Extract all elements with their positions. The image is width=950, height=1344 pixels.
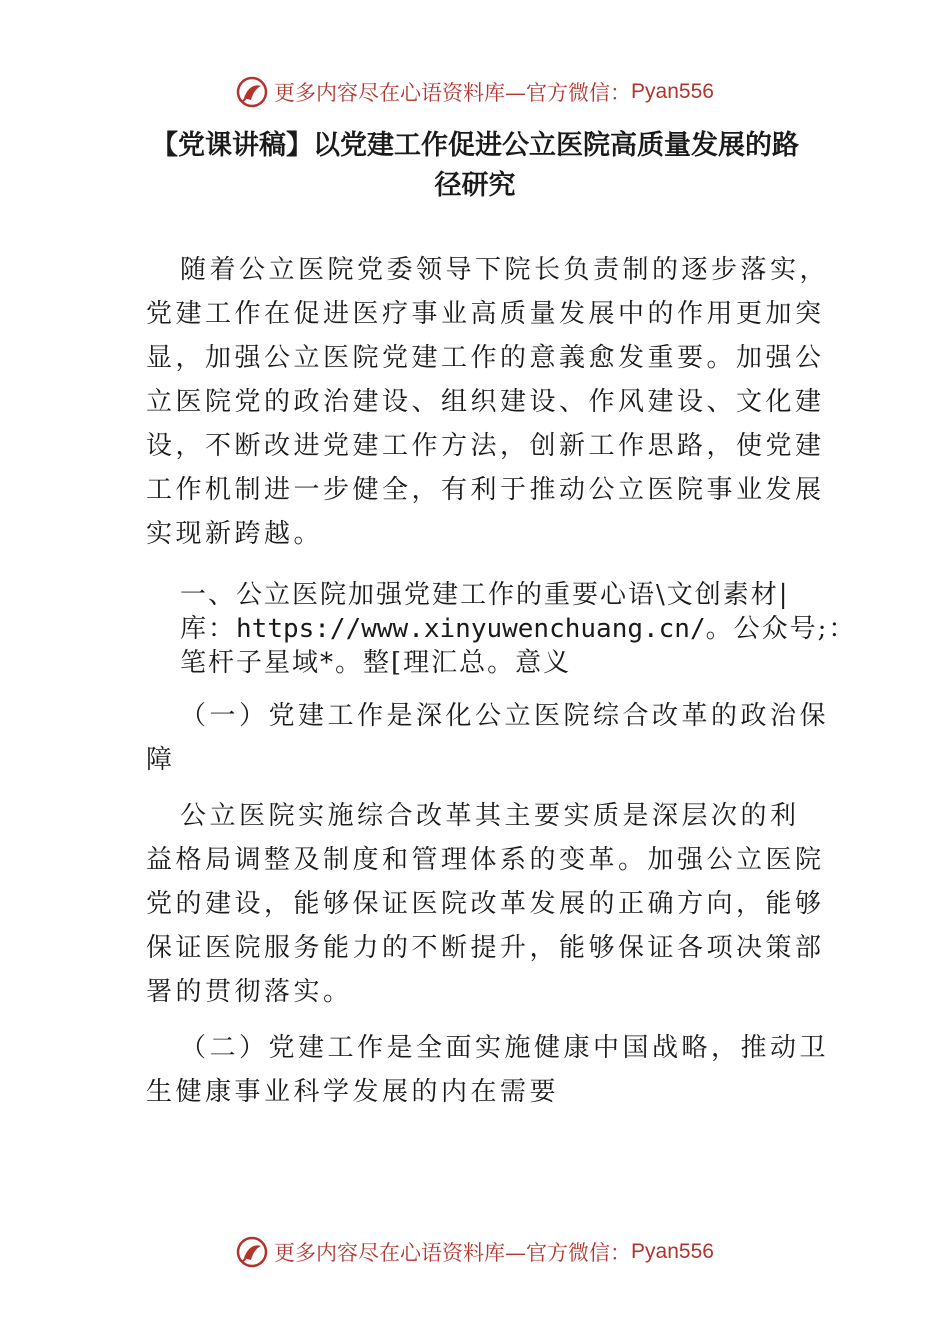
- intro-line: 设，不断改进党建工作方法，创新工作思路，使党建: [146, 431, 825, 461]
- scroll-logo-icon: [236, 76, 268, 108]
- intro-line: 显，加强公立医院党建工作的意義愈发重要。加强公: [146, 343, 825, 373]
- section-1-line: [146, 612, 857, 646]
- subsection-line: 障: [146, 745, 176, 775]
- title-line: 径研究: [434, 170, 516, 201]
- document-title: [140, 126, 810, 206]
- intro-line: 随着公立医院党委领导下院长负责制的逐步落实，: [180, 255, 830, 285]
- watermark-wechat-id: Pyan556: [631, 80, 714, 103]
- watermark-text: 更多内容尽在心语资料库—官方微信：: [274, 1241, 632, 1265]
- watermark-text: 更多内容尽在心语资料库—官方微信：: [274, 81, 632, 105]
- source-url-link[interactable]: https://www.xinyuwenchuang.cn/: [236, 614, 706, 644]
- section-1-line: 一、公立医院加强党建工作的重要心语\文创素材|: [180, 580, 790, 610]
- title-line: 【党课讲稿】以党建工作促进公立医院高质量发展的路: [151, 130, 799, 161]
- section-1-line: 笔杆子星域*。整[理汇总。意义: [180, 648, 572, 678]
- subsection-1-heading: [146, 694, 830, 782]
- paragraph-line: 保证医院服务能力的不断提升，能够保证各项决策部: [146, 933, 825, 963]
- subsection-line: （一）党建工作是深化公立医院综合改革的政治保: [180, 701, 830, 731]
- subsection-line: （二）党建工作是全面实施健康中国战略，推动卫: [180, 1033, 830, 1063]
- intro-line: 立医院党的政治建设、组织建设、作风建设、文化建: [146, 387, 825, 417]
- intro-line: 工作机制进一步健全，有利于推动公立医院事业发展: [146, 475, 825, 505]
- section-1-heading: [146, 578, 857, 680]
- watermark-banner-bottom: [0, 1232, 950, 1272]
- intro-paragraph: [146, 248, 830, 556]
- intro-line: 党建工作在促进医疗事业高质量发展中的作用更加突: [146, 299, 825, 329]
- paragraph-line: 益格局调整及制度和管理体系的变革。加强公立医院: [146, 845, 825, 875]
- paragraph-line: 署的贯彻落实。: [146, 977, 353, 1007]
- subsection-2-heading: [146, 1026, 830, 1114]
- watermark-banner-top: [0, 72, 950, 112]
- section-1-prefix: 库：: [180, 614, 237, 644]
- paragraph-line: 党的建设，能够保证医院改革发展的正确方向，能够: [146, 889, 825, 919]
- watermark-wechat-id: Pyan556: [631, 1240, 714, 1263]
- section-1-suffix: 。公众号;：: [705, 614, 857, 644]
- intro-line: 实现新跨越。: [146, 519, 324, 549]
- paragraph-2: [146, 794, 826, 1014]
- paragraph-line: 公立医院实施综合改革其主要实质是深层次的利: [180, 801, 800, 831]
- subsection-line: 生健康事业科学发展的内在需要: [146, 1077, 560, 1107]
- scroll-logo-icon: [236, 1236, 268, 1268]
